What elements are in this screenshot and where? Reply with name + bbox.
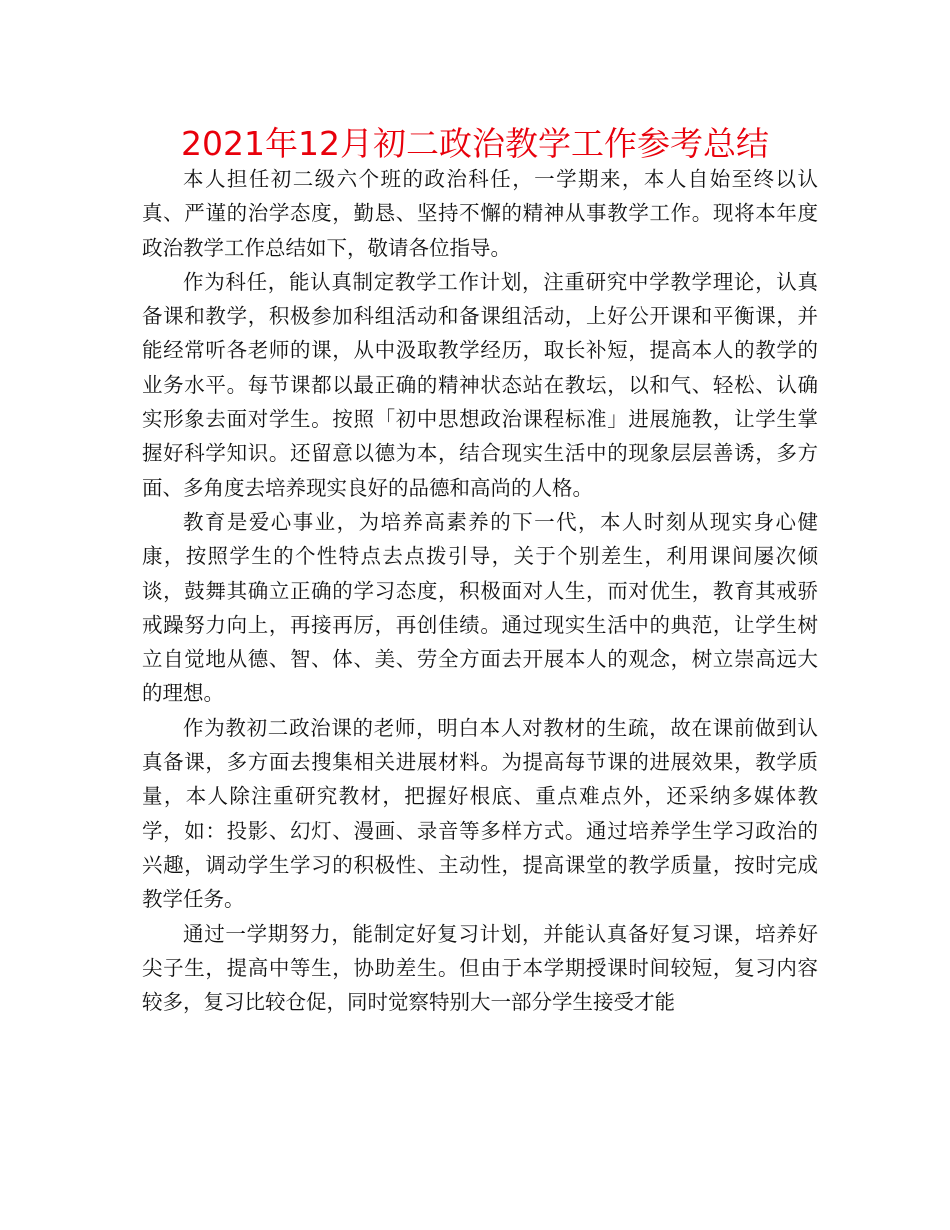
paragraph-intro: 本人担任初二级六个班的政治科任，一学期来，本人自始至终以认真、严谨的治学态度，勤恳、坚持不懈的精神从事教学工作。现将本年度政治教学工作总结如下，敬请各位指导。 xyxy=(142,167,818,260)
paragraph-review: 通过一学期努力，能制定好复习计划，并能认真备好复习课，培养好尖子生，提高中等生，协助差生。但由于本学期授课时间较短，复习内容较多，复习比较仓促，同时觉察特别大一部分学生接受才能 xyxy=(142,921,818,1015)
paragraph-caring-education: 教育是爱心事业，为培养高素养的下一代，本人时刻从现实身心健康，按照学生的个性特点去点拨引导，关于个别差生，利用课间屡次倾谈，鼓舞其确立正确的学习态度，积极面对人生，而对优生，教育其戒骄戒躁努力向上，再接再厉，再创佳绩。通过现实生活中的典范，让学生树立自觉地从德、智、体、美、劳全方面去开展本人的观念，树立崇高远大的理想。 xyxy=(142,509,818,706)
document-body xyxy=(142,162,818,1019)
paragraph-lesson-preparation: 作为教初二政治课的老师，明白本人对教材的生疏，故在课前做到认真备课，多方面去搜集相关进展材料。为提高每节课的进展效果，教学质量，本人除注重研究教材，把握好根底、重点难点外，还采纳多媒体教学，如：投影、幻灯、漫画、录音等多样方式。通过培养学生学习政治的兴趣，调动学生学习的积极性、主动性，提高课堂的教学质量，按时完成教学任务。 xyxy=(142,715,818,912)
document-title: 2021年12月初二政治教学工作参考总结 xyxy=(181,124,769,163)
paragraph-teaching-plan: 作为科任，能认真制定教学工作计划，注重研究中学教学理论，认真备课和教学，积极参加科组活动和备课组活动，上好公开课和平衡课，并能经常听各老师的课，从中汲取教学经历，取长补短，提高本人的教学的业务水平。每节课都以最正确的精神状态站在教坛，以和气、轻松、认确实形象去面对学生。按照「初中思想政治课程标准」进展施教，让学生掌握好科学知识。还留意以德为本，结合现实生活中的现象层层善诱，多方面、多角度去培养现实良好的品德和高尚的人格。 xyxy=(142,269,818,500)
